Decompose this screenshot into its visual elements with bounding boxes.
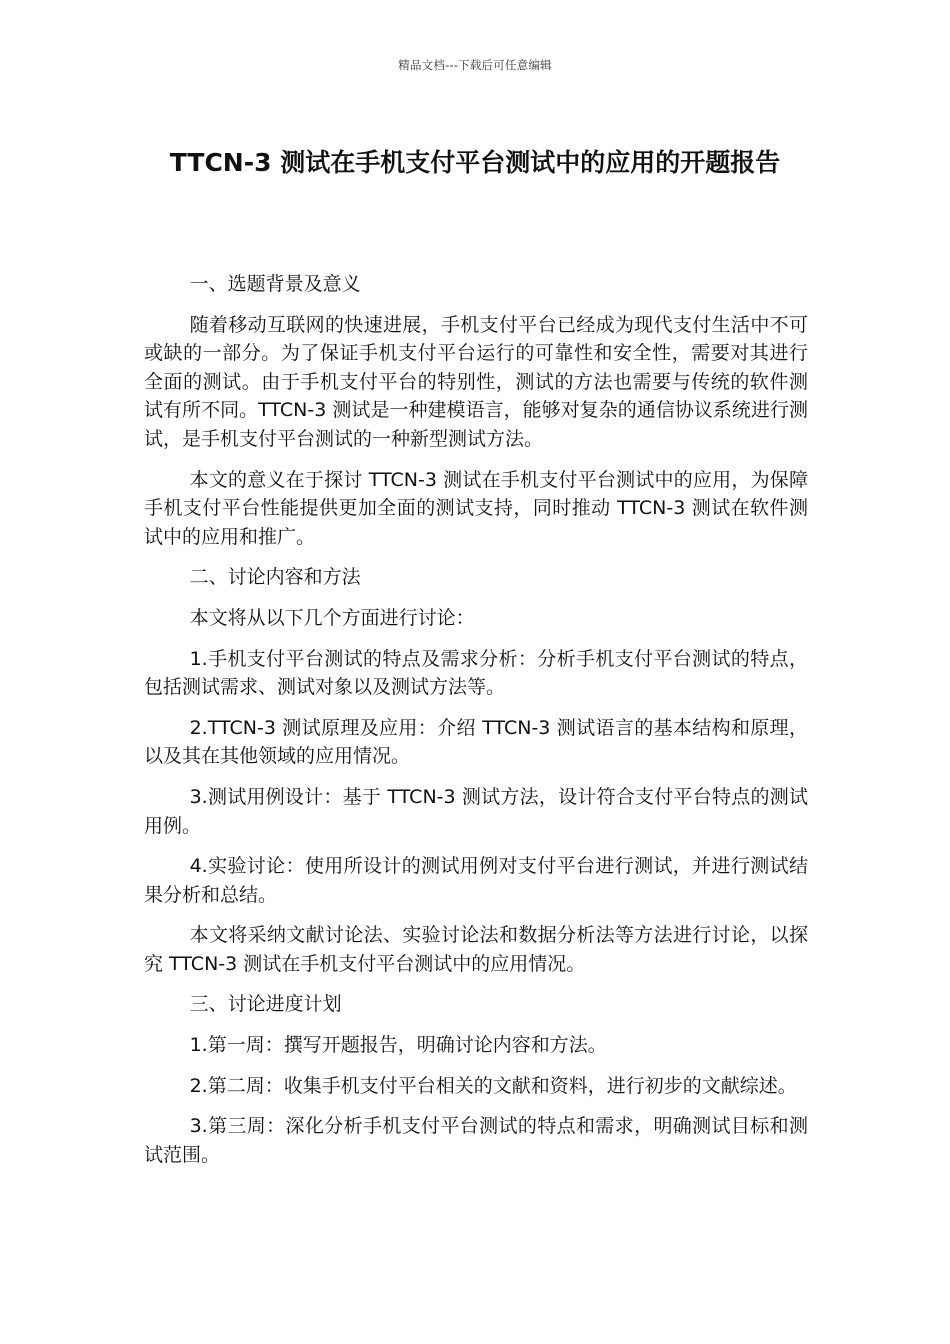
- list-item-content-1: 1.手机支付平台测试的特点及需求分析：分析手机支付平台测试的特点，包括测试需求、测试对象以及测试方法等。: [144, 647, 808, 699]
- section-heading-background: 一、选题背景及意义: [189, 273, 361, 295]
- list-item-content-2: 2.TTCN-3 测试原理及应用：介绍 TTCN-3 测试语言的基本结构和原理，以及其在其他领域的应用情况。: [144, 716, 808, 768]
- paragraph-methods: 本文将采纳文献讨论法、实验讨论法和数据分析法等方法进行讨论，以探究 TTCN-3 测试在手机支付平台测试中的应用情况。: [144, 924, 808, 975]
- section-heading-content-methods: 二、讨论内容和方法: [189, 566, 361, 589]
- section-heading-schedule: 三、讨论进度计划: [189, 993, 342, 1016]
- list-item-schedule-2: 2.第二周：收集手机支付平台相关的文献和资料，进行初步的文献综述。: [189, 1074, 797, 1097]
- list-item-schedule-1: 1.第一周：撰写开题报告，明确讨论内容和方法。: [189, 1034, 607, 1057]
- document-body: [144, 270, 808, 1181]
- paragraph-background: 随着移动互联网的快速进展，手机支付平台已经成为现代支付生活中不可或缺的一部分。为了保证手机支付平台运行的可靠性和安全性，需要对其进行全面的测试。由于手机支付平台的特别性，测试的方法也需要与传统的软件测试有所不同。TTCN-3 测试是一种建模语言，能够对复杂的通信协议系统进行测试，是手机支付平台测试的一种新型测试方法。: [144, 313, 808, 450]
- list-item-schedule-3: 3.第三周：深化分析手机支付平台测试的特点和需求，明确测试目标和测试范围。: [144, 1115, 808, 1166]
- list-item-content-3: 3.测试用例设计：基于 TTCN-3 测试方法，设计符合支付平台特点的测试用例。: [144, 785, 808, 837]
- list-item-content-4: 4.实验讨论：使用所设计的测试用例对支付平台进行测试，并进行测试结果分析和总结。: [144, 855, 808, 906]
- document-title: TTCN-3 测试在手机支付平台测试中的应用的开题报告: [169, 148, 781, 177]
- paragraph-significance: 本文的意义在于探讨 TTCN-3 测试在手机支付平台测试中的应用，为保障手机支付平台性能提供更加全面的测试支持，同时推动 TTCN-3 测试在软件测试中的应用和推广。: [144, 468, 808, 548]
- header-note: 精品文档---下载后可任意编辑: [398, 58, 552, 72]
- paragraph-content-intro: 本文将从以下几个方面进行讨论：: [189, 606, 475, 629]
